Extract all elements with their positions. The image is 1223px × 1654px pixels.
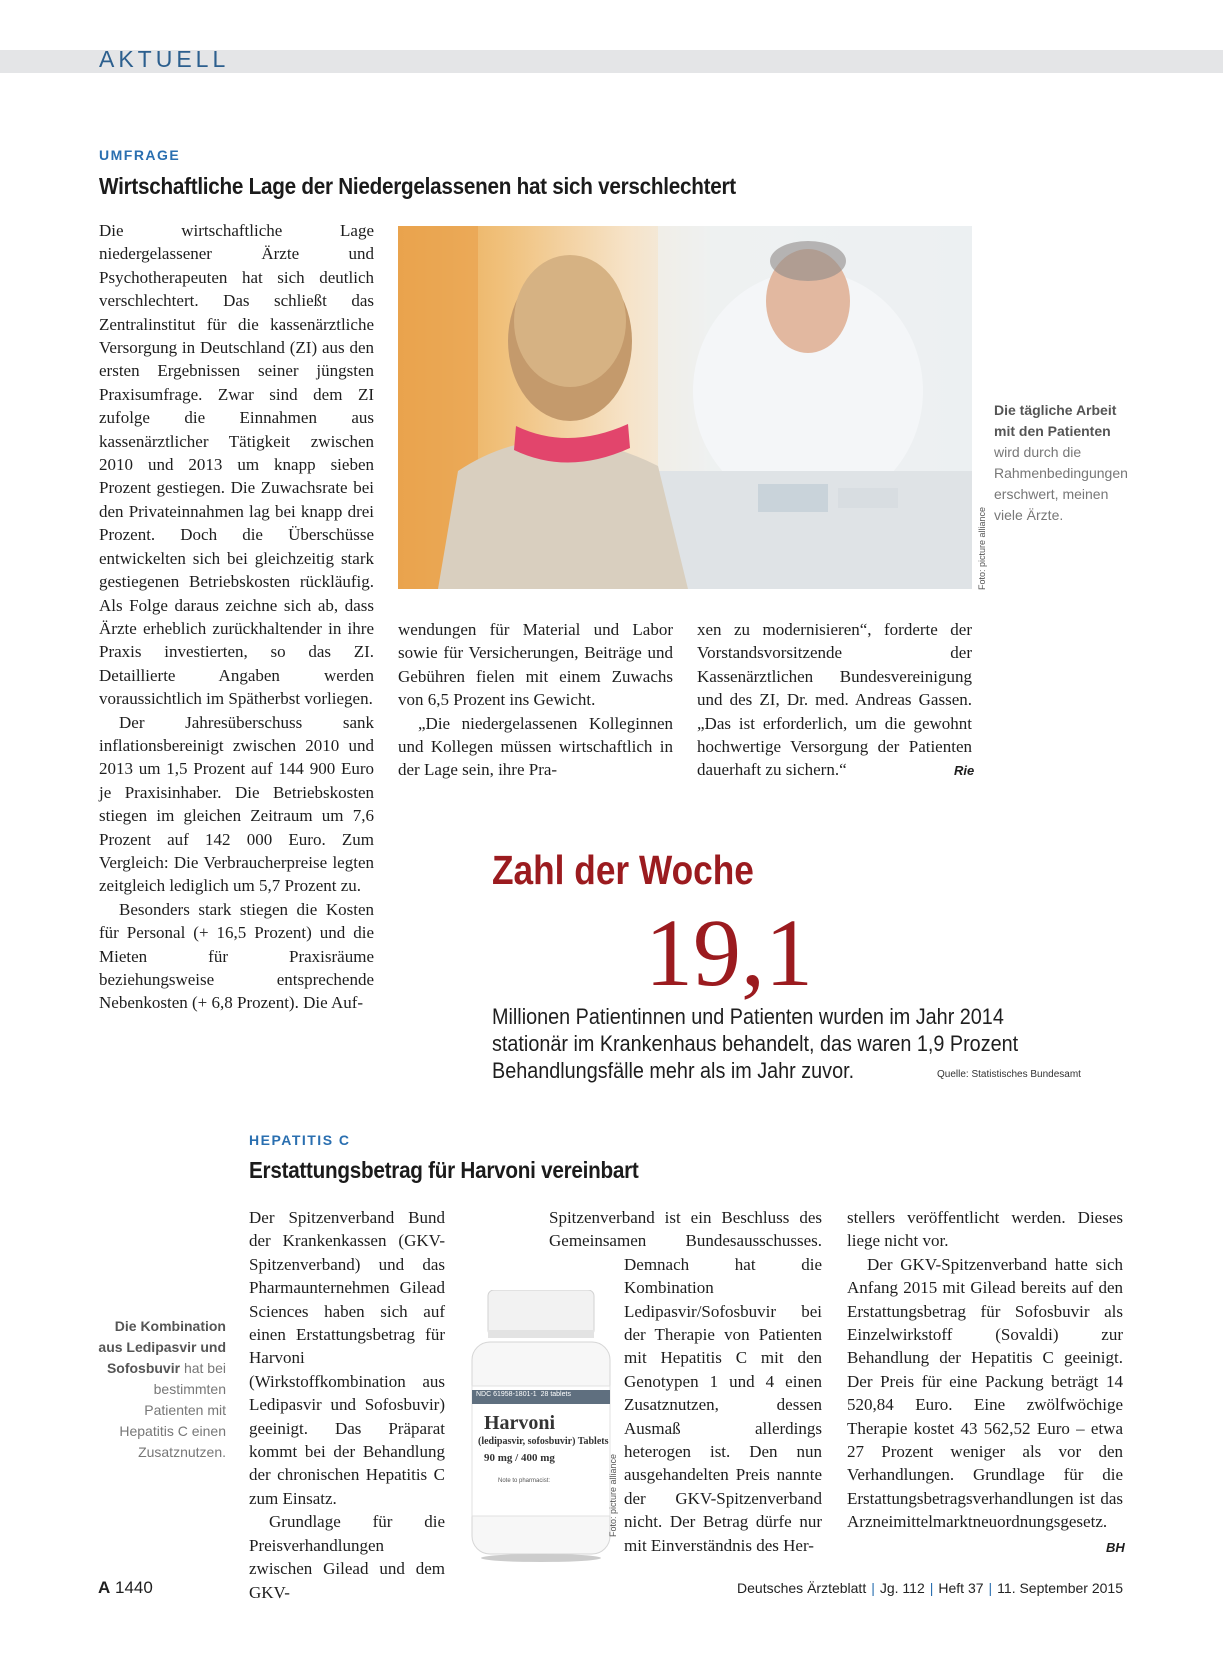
journal-date: 11. September 2015: [997, 1580, 1123, 1596]
article1-column-2: [398, 618, 673, 782]
article1-photo: [398, 226, 972, 589]
page-number: [98, 1578, 153, 1598]
journal-issue: Heft 37: [938, 1580, 984, 1596]
article1-col1-paragraph: Der Jahresüberschuss sank inflationsbereinigt zwischen 2010 und 2013 um 1,5 Prozent auf 144 900 Euro je Praxisinhaber. Die Betriebskosten stiegen im gleichen Zeitraum um 7,6 Prozent auf 142 000 Euro. Zum Vergleich: Die Verbraucherpreise legten zeitgleich lediglich um 5,7 Prozent zu.: [99, 712, 374, 896]
bottle-brand-text: Harvoni: [484, 1412, 556, 1434]
article1-col2-paragraph: wendungen für Material und Labor sowie für Versicherungen, Beiträge und Gebühren fielen mit einem Zuwachs von 6,5 Prozent ins Gewicht.: [398, 620, 673, 710]
article1-caption-bold: Die tägliche Arbeit mit den Patienten: [994, 402, 1117, 439]
doctor-patient-photo: [398, 226, 972, 589]
article2-caption: [96, 1316, 226, 1463]
article1-col2-paragraph: „Die niedergelassenen Kolleginnen und Kollegen müssen wirtschaftlich in der Lage sein, ihre Pra-: [398, 713, 673, 780]
article2-column-3: [847, 1206, 1123, 1534]
zahl-der-woche-number: 19,1: [645, 899, 813, 1006]
article2-col1-paragraph: Grundlage für die Preisverhandlungen zwischen Gilead und dem GKV-: [249, 1512, 445, 1602]
article1-column-1: [99, 219, 374, 1015]
bottle-ingredients-text: (ledipasvir, sofosbuvir) Tablets: [478, 1436, 609, 1447]
article2-kicker: HEPATITIS C: [249, 1132, 351, 1148]
page-number-value: 1440: [115, 1578, 153, 1597]
section-label: AKTUELL: [99, 46, 230, 72]
article1-col3-paragraph: xen zu modernisieren“, forderte der Vorstandsvorsitzende der Kassenärztlichen Bundesvereinigung und des ZI, Dr. med. Andreas Gassen. „Das ist erforderlich, um die gewohnt hochwertige Versorgung der Patienten dauerhaft zu sichern.“: [697, 620, 972, 780]
layout-spacer: [548, 1276, 624, 1576]
article2-col2-paragraph: Spitzenverband ist ein Beschluss des Gemeinsamen Bundesausschusses. Demnach hat die Kombination Ledipasvir/Sofosbuvir bei der Therapie von Patienten mit Hepatitis C mit den Genotypen 1 und 4 einen Zusatznutzen, dessen Ausmaß allerdings heterogen ist. Den nun ausgehandelten Preis nannte der GKV-Spitzenverband nicht. Der Betrag dürfe nur mit Einverständnis des Her-: [549, 1208, 822, 1555]
article2-photo-credit: Foto: picture alliance: [608, 1453, 618, 1537]
article2-column-2-top: [548, 1206, 822, 1576]
journal-footer: Deutsches Ärzteblatt | Jg. 112 | Heft 37 | 11. September 2015: [737, 1580, 1123, 1596]
article1-photo-credit: Foto: picture alliance: [977, 506, 987, 590]
article2-caption-text: hat bei bestimmten Patienten mit Hepatitis C einen Zusatznutzen.: [119, 1360, 226, 1460]
article1-caption-text: wird durch die Rahmenbedingungen erschwert, meinen viele Ärzte.: [994, 444, 1128, 523]
article2-author: BH: [1106, 1540, 1125, 1555]
zahl-der-woche-text: Millionen Patientinnen und Patienten wurden im Jahr 2014 stationär im Krankenhaus behandelt, das waren 1,9 Prozent Behandlungsfälle mehr als im Jahr zuvor.: [492, 1004, 1019, 1083]
bottle-dose-text: 90 mg / 400 mg: [484, 1452, 555, 1464]
article2-col3-paragraph: stellers veröffentlicht werden. Dieses liege nicht vor.: [847, 1208, 1123, 1251]
article1-kicker: UMFRAGE: [99, 147, 181, 163]
zahl-der-woche-title: Zahl der Woche: [492, 847, 754, 893]
article2-caption-bold: Die Kombination aus Ledipasvir und Sofosbuvir: [98, 1318, 226, 1376]
article1-col1-paragraph: Die wirtschaftliche Lage niedergelassener Ärzte und Psychotherapeuten hat sich deutlich verschlechtert. Das schließt das Zentralinstitut für die kassenärztliche Versorgung in Deutschland (ZI) aus den ersten Ergebnissen seiner jüngsten Praxisumfrage. Zwar sind dem ZI zufolge die Einnahmen aus kassenärztlicher Tätigkeit zwischen 2010 und 2013 um knapp sieben Prozent gestiegen. Die Zuwachsrate bei den Privateinnahmen lag bei knapp drei Prozent. Doch die Überschüsse entwickelten sich bei gleichzeitig stark gestiegenen Betriebskosten rückläufig. Als Folge daraus zeichne sich ab, dass Ärzte erheblich zurückhaltender in ihre Praxis investierten, so das ZI. Detaillierte Angaben werden voraussichtlich im Spätherbst vorliegen.: [99, 221, 374, 709]
article2-col1-paragraph: Der Spitzenverband Bund der Krankenkassen (GKV-Spitzenverband) und das Pharmaunternehmen Gilead Sciences haben sich auf einen Erstattungsbetrag für Harvoni (Wirkstoffkombination aus Ledipasvir und Sofosbuvir) geeinigt. Das Präparat kommt bei der Behandlung der chronischen Hepatitis C zum Einsatz.: [249, 1208, 445, 1508]
journal-volume: Jg. 112: [879, 1580, 925, 1596]
page-prefix: A: [98, 1578, 111, 1597]
journal-name: Deutsches Ärzteblatt: [737, 1580, 867, 1596]
zahl-der-woche-source: Quelle: Statistisches Bundesamt: [937, 1069, 1081, 1080]
article1-col1-paragraph: Besonders stark stiegen die Kosten für Personal (+ 16,5 Prozent) und die Mieten für Praxisräume beziehungsweise entsprechende Nebenkosten (+ 6,8 Prozent). Die Auf-: [99, 899, 374, 1013]
article1-headline: Wirtschaftliche Lage der Niedergelassenen hat sich verschlechtert: [99, 173, 736, 199]
article1-author: Rie: [954, 763, 975, 778]
article1-caption: [994, 400, 1128, 526]
bottle-note-text: Note to pharmacist:: [498, 1478, 551, 1484]
article2-column-1: [249, 1206, 445, 1604]
article2-headline: Erstattungsbetrag für Harvoni vereinbart: [249, 1157, 639, 1183]
article1-column-3: [697, 618, 975, 782]
bottle-ndc-text: NDC 61958-1801-1 28 tablets: [476, 1391, 571, 1398]
article2-col3-paragraph: Der GKV-Spitzenverband hatte sich Anfang 2015 mit Gilead bereits auf den Erstattungsbetrag für Sofosbuvir als Einzelwirkstoff (Sovaldi) zur Behandlung der Hepatitis C geeinigt. Der Preis für eine Packung beträgt 14 520,84 Euro. Eine zwölfwöchige Therapie kostet 43 562,52 Euro – etwa 27 Prozent weniger als vor den Verhandlungen. Grundlage für die Erstattungsbetragsverhandlungen ist das Arzneimittelmarktneuordnungsgesetz.: [847, 1254, 1123, 1532]
